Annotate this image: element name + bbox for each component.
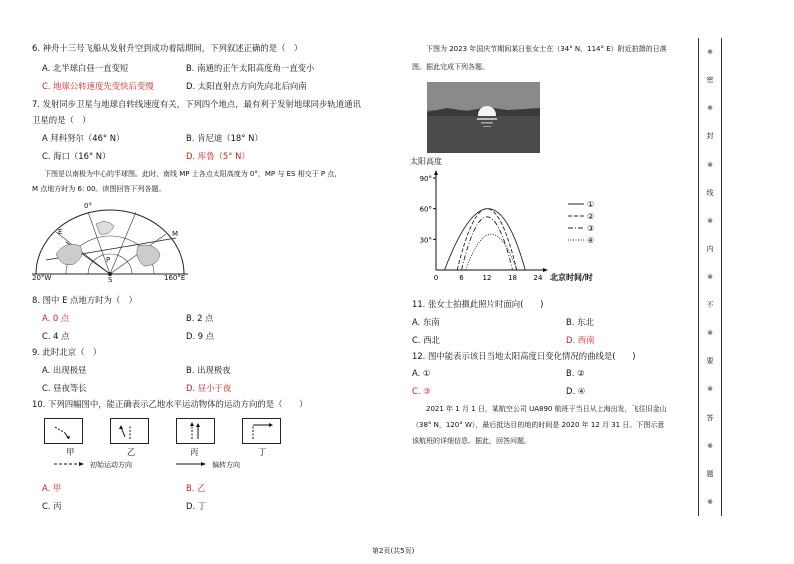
photo-intro-2: 图。据此完成下列各题。 [412,63,489,71]
legend-label-1: ① [587,200,595,209]
sidebar-char: 答 [706,413,714,422]
photo-intro-1: 下图为 2023 年国庆节期间某日张女士在（34° N，114° E）附近拍摄的日落 [426,45,667,53]
q10-label-ding: 丁 [258,447,267,457]
legend-label-4: ④ [587,236,595,245]
x-tick-label: 6 [459,274,464,282]
legend-initial-direction: 初始运动方向 [90,461,132,469]
q10-box-bing [176,418,215,444]
legend-label-2: ② [587,212,595,221]
q8-option-c[interactable]: C. 4 点 [42,331,70,341]
x-tick-label: 12 [482,274,492,282]
diagram-intro-1: 下图是以南极为中心的半球图。此时，南线 MP 上各点太阳高度为 0°，MP 与 ES 相交于 P 点， [44,170,342,178]
legend-deflection-direction: 偏转方向 [212,461,240,469]
x-tick-label: 0 [433,274,439,282]
x-tick-label: 24 [533,274,543,282]
q12-stem: 12. 图中能表示该日当地太阳高度日变化情况的曲线是( ) [412,351,636,361]
q10-option-c[interactable]: C. 丙 [42,501,62,511]
q12-option-d[interactable]: D. ④ [566,386,586,396]
diagram-label-p: P [106,256,111,264]
q7-option-a[interactable]: A 拜科努尔（46° N） [42,133,125,143]
y-axis-arrow [434,170,438,175]
q10-box-ding [242,418,281,444]
x-axis-arrow [543,268,548,272]
q10-box-yi [110,418,149,444]
legend-solid-arrow-icon [176,460,208,468]
sidebar-char: 要 [706,357,714,366]
q11-option-a[interactable]: A. 东南 [412,317,440,327]
sidebar-mark: ※ [707,160,713,169]
q11-option-b[interactable]: B. 东北 [566,317,594,327]
page-footer: 第2页(共5页) [372,547,415,555]
series-line-3 [462,217,513,270]
q12-option-b[interactable]: B. ② [566,368,585,378]
sidebar-mark: ※ [707,104,713,113]
q10-option-d[interactable]: D. 丁 [186,501,207,511]
q6-option-b[interactable]: B. 南通的正午太阳高度角一直变小 [186,63,315,73]
q9-stem: 9. 此时北京（ ） [32,347,102,357]
q10-box-jia [44,418,83,444]
series-line-4 [466,234,517,270]
q8-option-a[interactable]: A. 0 点 [42,313,70,323]
sidebar-mark: ※ [707,329,713,338]
sidebar-char: 题 [706,469,714,478]
series-line-1 [445,209,526,270]
q6-option-c[interactable]: C. 地球公转速度先变快后变慢 [42,81,154,91]
q11-option-d[interactable]: D. 西南 [566,335,595,345]
sidebar-char: 密 [706,76,714,85]
q10-label-jia: 甲 [66,447,75,457]
diagram-label-m: M [172,230,179,238]
diagram-intro-2: M 点地方时为 6: 00。读图回答下列各题。 [32,185,166,193]
sidebar-char: 不 [706,301,714,310]
q9-option-b[interactable]: B. 出现极夜 [186,365,231,375]
legend-dashed-arrow-icon [54,460,86,468]
sidebar-mark: ※ [707,385,713,394]
sidebar-mark: ※ [707,48,713,57]
x-axis-label: 北京时间/时 [550,273,593,282]
flight-paragraph-3: 该航班的详细信息。据此，回答问题。 [412,437,531,445]
q10-option-a[interactable]: A. 甲 [42,483,62,493]
diagram-label-20w: 20°W [32,274,52,282]
q6-stem: 6. 神舟十三号飞船从发射升空到成功着陆期间，下列叙述正确的是（ ） [32,43,303,53]
q9-option-a[interactable]: A. 出现极昼 [42,365,87,375]
q7-stem-1: 7. 发射同步卫星与地球自转线速度有关，下列四个地点，最有利于发射地球同步轨道通讯 [32,99,361,109]
y-tick-label: 60° [419,205,432,214]
y-tick-label: 30° [419,236,432,245]
sidebar-mark: ※ [707,216,713,225]
q9-option-d[interactable]: D. 昼小于夜 [186,383,232,393]
q10-label-yi: 乙 [127,447,136,457]
q10-option-b[interactable]: B. 乙 [186,483,206,493]
y-tick-label: 90° [419,175,432,183]
diagram-label-s: S [108,276,113,284]
flight-paragraph-2: （38° N，120° W），最后抵达目的地的时间是 2020 年 12 月 31 日。下图示意 [412,421,665,429]
q12-option-c[interactable]: C. ③ [412,386,431,396]
sidebar-mark: ※ [707,441,713,450]
q7-option-b[interactable]: B. 肯尼迪（18° N） [186,133,263,143]
q8-option-d[interactable]: D. 9 点 [186,331,215,341]
q7-option-c[interactable]: C. 海口（16° N） [42,151,111,161]
sidebar-char: 线 [706,188,714,197]
q6-option-d[interactable]: D. 太阳直射点方向先向北后向南 [186,81,307,91]
q11-stem: 11. 张女士拍摄此照片时面向( ) [412,299,544,309]
q10-stem: 10. 下列四幅图中，能正确表示乙地水平运动物体的运动方向的是（ ） [32,399,308,409]
sunset-photo [427,82,540,153]
solar-altitude-chart [406,166,596,284]
q7-option-d[interactable]: D. 库鲁（5° N） [186,151,250,161]
diagram-label-160e: 160°E [164,274,186,282]
legend-label-3: ③ [587,224,595,233]
sidebar-char: 封 [706,132,714,141]
sidebar-mark: ※ [707,273,713,281]
diagram-label-e: E [58,228,63,236]
x-tick-label: 18 [508,274,517,282]
chart-ylabel: 太阳高度 [410,157,442,166]
flight-paragraph-1: 2021 年 1 月 1 日，某航空公司 UA890 航班于当日从上海出发，飞往旧金山 [426,405,667,413]
q9-option-c[interactable]: C. 昼夜等长 [42,383,87,393]
diagram-label-0deg: 0° [84,202,92,210]
q8-option-b[interactable]: B. 2 点 [186,313,214,323]
q12-option-a[interactable]: A. ① [412,368,431,378]
q7-stem-2: 卫星的是（ ） [32,115,91,125]
series-line-2 [457,209,517,270]
q11-option-c[interactable]: C. 西北 [412,335,440,345]
sidebar-char: 内 [706,244,714,253]
q6-option-a[interactable]: A. 北半球白昼一直变短 [42,63,129,73]
south-pole-hemisphere-diagram [26,202,196,284]
q8-stem: 8. 图中 E 点地方时为（ ） [32,295,138,305]
sidebar-mark: ※ [707,497,713,506]
seal-line-sidebar [698,38,722,516]
q10-label-bing: 丙 [190,447,199,457]
